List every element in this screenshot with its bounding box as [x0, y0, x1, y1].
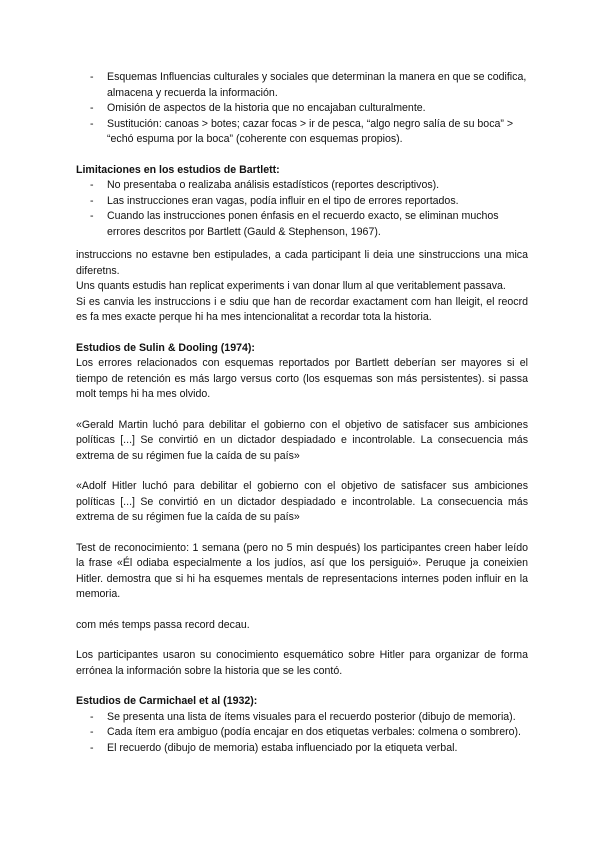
note-paragraph: Uns quants estudis han replicat experiments i van donar llum al que veritablement passava. — [76, 280, 506, 292]
quote-gerald-martin: «Gerald Martin luchó para debilitar el gobierno con el objetivo de satisfacer sus ambiciones políticas [...] Se convirtió en un dictador despiadado e incontrolable. La consecuencia más extrema de su régimen fue la caída de su país» — [76, 418, 528, 462]
recognition-test-paragraph: Test de reconocimiento: 1 semana (pero no 5 min después) los participantes creen haber leído la frase «Él odiaba especialmente a los judíos, así que los persiguió». Peruque ja coneixien Hitler. demostra que si hi ha esquemes mentals de representacions internes poden influir en la memoria. — [76, 541, 528, 600]
intro-paragraph: Los errores relacionados con esquemas reportados por Bartlett deberían ser mayores si el tiempo de retención es más largo versus corto (los esquemas son más persistentes). si passa molt temps hi ha mes olvido. — [76, 357, 528, 400]
schema-effects-list — [76, 70, 528, 148]
document-body — [76, 70, 528, 756]
conclusion-paragraph: Los participantes usaron su conocimiento esquemático sobre Hitler para organizar de forma errónea la información sobre la historia que se les contó. — [76, 649, 528, 677]
list-item: - Las instrucciones eran vagas, podía influir en el tipo de errores reportados. — [76, 194, 528, 210]
list-item: - Cada ítem era ambiguo (podía encajar en dos etiquetas verbales: colmena o sombrero). — [76, 725, 528, 741]
section-heading-bartlett-limitations: Limitaciones en los estudios de Bartlett: — [76, 163, 280, 176]
quote-adolf-hitler: «Adolf Hitler luchó para debilitar el gobierno con el objetivo de satisfacer sus ambiciones políticas [...] Se convirtió en un dictador despiadado e incontrolable. La consecuencia más extrema de su régimen fue la caída de su país» — [76, 480, 528, 523]
carmichael-list — [76, 710, 528, 757]
list-item: - Cuando las instrucciones ponen énfasis en el recuerdo exacto, se eliminan muchos errores descritos por Bartlett (Gauld & Stephenson, 1967). — [76, 209, 528, 240]
list-item: - Esquemas Influencias culturales y sociales que determinan la manera en que se codifica, almacena y recuerda la información. — [76, 70, 528, 101]
list-item: - El recuerdo (dibujo de memoria) estaba influenciado por la etiqueta verbal. — [76, 741, 528, 757]
list-item: - Se presenta una lista de ítems visuales para el recuerdo posterior (dibujo de memoria). — [76, 710, 528, 726]
list-item: - Omisión de aspectos de la historia que no encajaban culturalmente. — [76, 101, 528, 117]
list-item: - No presentaba o realizaba análisis estadísticos (reportes descriptivos). — [76, 178, 528, 194]
section-heading-sulin-dooling: Estudios de Sulin & Dooling (1974): — [76, 341, 255, 354]
note-paragraph: instruccions no estavne ben estipulades, a cada participant li deia une sinstruccions una mica diferetns. — [76, 249, 528, 277]
section-heading-carmichael: Estudios de Carmichael et al (1932): — [76, 695, 258, 707]
decay-note: com més temps passa record decau. — [76, 618, 250, 631]
limitations-list — [76, 178, 528, 240]
list-item: - Sustitución: canoas > botes; cazar focas > ir de pesca, “algo negro salía de su boca” > “echó espuma por la boca” (coherente con esquemas propios). — [76, 117, 528, 148]
note-paragraph: Si es canvia les instruccions i e sdiu que han de recordar exactament com han lleigit, el reocrd es fa mes exacte perque hi ha mes intencionalitat a recordar tota la historia. — [76, 295, 528, 323]
